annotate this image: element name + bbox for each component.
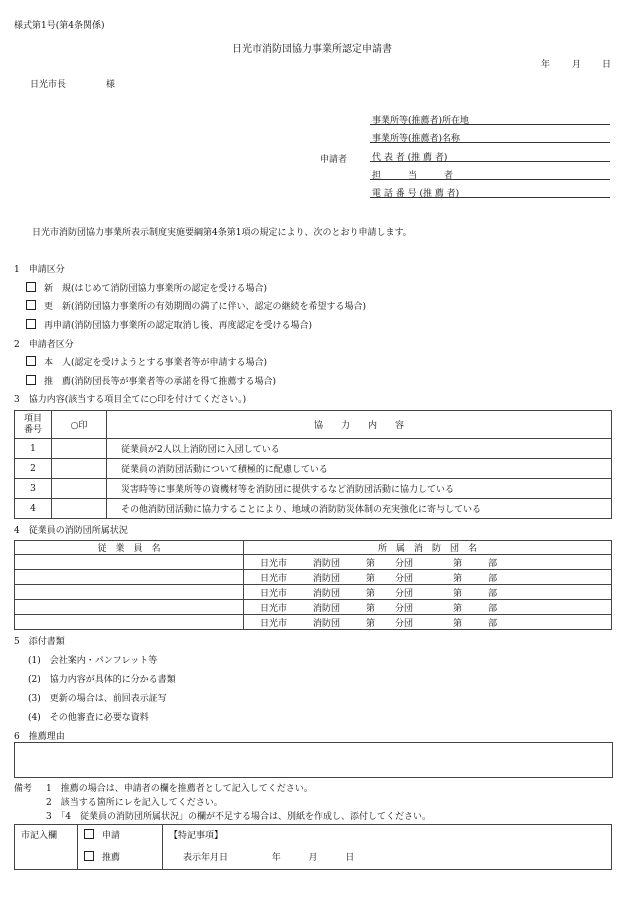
applicant-field-phone: 電 話 番 号 (推 薦 者) — [372, 189, 460, 199]
city-option-recommend[interactable] — [78, 844, 163, 870]
option-desc: (消防団協力事業所の認定取消し後、再度認定を受ける場合) — [71, 321, 313, 331]
page-title: 日光市消防団協力事業所認定申請書 — [232, 44, 392, 55]
row-content: 従業員の消防団活動について積極的に配慮している — [107, 459, 612, 479]
unit-part: 消防団 — [313, 588, 341, 599]
table-header — [15, 411, 612, 439]
addressee: 日光市長 — [30, 80, 67, 90]
applicant-contact-line[interactable] — [370, 179, 610, 180]
unit-part: 第 — [453, 573, 463, 584]
unit-part: 部 — [488, 603, 498, 614]
table-row — [15, 499, 612, 519]
display-month-label: 月 — [308, 852, 318, 863]
table-row — [15, 600, 612, 615]
unit-part: 分団 — [395, 558, 414, 569]
note-item: 2 該当する箇所にレを記入してください。 — [46, 798, 223, 808]
unit-part: 分団 — [395, 573, 414, 584]
attachment-item: (3) 更新の場合は、前回表示証写 — [28, 694, 167, 704]
city-option-apply[interactable] — [78, 825, 163, 844]
option-label: 新 規 — [44, 284, 72, 294]
unit-part: 日光市 — [260, 558, 288, 569]
unit-part: 第 — [366, 588, 376, 599]
note-item: 3 「4 従業員の消防団所属状況」の欄が不足する場合は、別紙を作成し、添付してください。 — [46, 812, 431, 822]
applicant-representative-line[interactable] — [370, 161, 610, 162]
unit-part: 日光市 — [260, 573, 288, 584]
recommendation-reason-box[interactable] — [14, 742, 613, 778]
employee-name-cell[interactable] — [15, 600, 244, 615]
unit-part: 第 — [453, 603, 463, 614]
intro-text: 日光市消防団協力事業所表示制度実施要綱第4条第1項の規定により、次のとおり申請します。 — [32, 228, 412, 238]
employee-name-cell[interactable] — [15, 585, 244, 600]
special-notes-label: 【特記事項】 — [163, 825, 612, 844]
display-date-row — [163, 844, 612, 870]
sec1-option-reapply[interactable] — [26, 318, 312, 331]
checkbox-icon[interactable] — [26, 356, 36, 366]
row-no: 1 — [15, 439, 52, 459]
unit-part: 消防団 — [313, 603, 341, 614]
row-no: 3 — [15, 479, 52, 499]
row-content: その他消防団活動に協力することにより、地域の消防防災体制の充実強化に寄与している — [107, 499, 612, 519]
table-row — [15, 615, 612, 630]
table-row — [15, 439, 612, 459]
option-label: 推薦 — [102, 852, 121, 863]
display-day-label: 日 — [345, 852, 355, 863]
date-day-label: 日 — [602, 60, 612, 70]
attachment-item: (1) 会社案内・パンフレット等 — [28, 656, 158, 666]
mark-cell[interactable] — [52, 479, 107, 499]
table-row — [15, 479, 612, 499]
city-use-table — [14, 824, 612, 870]
applicant-name-line[interactable] — [370, 142, 610, 143]
option-label: 再申請 — [44, 321, 72, 331]
unit-part: 部 — [488, 558, 498, 569]
col-content-header: 協 力 内 容 — [107, 411, 612, 439]
display-date-label: 表示年月日 — [183, 852, 229, 863]
sec1-option-renew[interactable] — [26, 299, 366, 312]
section-1-title: 1 申請区分 — [14, 265, 65, 275]
table-header — [15, 541, 612, 555]
unit-part: 部 — [488, 618, 498, 629]
employee-table — [14, 540, 612, 630]
date-year-label: 年 — [541, 60, 551, 70]
applicant-phone-line[interactable] — [370, 197, 610, 198]
section-2-title: 2 申請者区分 — [14, 340, 74, 350]
option-label: 更 新 — [44, 302, 72, 312]
employee-rows — [15, 555, 612, 630]
option-desc: (消防団協力事業所の有効期間の満了に伴い、認定の継続を希望する場合) — [71, 302, 367, 312]
addressee-honorific: 様 — [106, 80, 116, 90]
section-4-title: 4 従業員の消防団所属状況 — [14, 526, 128, 536]
display-year-label: 年 — [271, 852, 281, 863]
unit-part: 日光市 — [260, 618, 288, 629]
row-content: 災害時等に事業所等の資機材等を消防団に提供するなど消防団活動に協力している — [107, 479, 612, 499]
date-month-label: 月 — [572, 60, 582, 70]
notes-label: 備考 — [14, 784, 33, 794]
applicant-label: 申請者 — [320, 155, 348, 165]
unit-part: 第 — [453, 618, 463, 629]
unit-part: 消防団 — [313, 558, 341, 569]
sec1-option-new[interactable] — [26, 281, 267, 294]
unit-cell[interactable] — [244, 615, 612, 630]
option-label: 申請 — [102, 830, 121, 841]
col-unit-header: 所 属 消 防 団 名 — [244, 541, 612, 555]
applicant-field-representative: 代 表 者 (推 薦 者) — [372, 153, 448, 163]
option-desc: (認定を受けようとする事業者等が申請する場合) — [71, 358, 268, 368]
col-employee-header: 従 業 員 名 — [15, 541, 244, 555]
sec2-option-recommend[interactable] — [26, 374, 276, 387]
employee-name-cell[interactable] — [15, 555, 244, 570]
unit-part: 第 — [453, 558, 463, 569]
employee-name-cell[interactable] — [15, 615, 244, 630]
applicant-address-line[interactable] — [370, 124, 610, 125]
unit-part: 部 — [488, 588, 498, 599]
unit-cell[interactable] — [244, 570, 612, 585]
unit-part: 第 — [366, 603, 376, 614]
unit-part: 消防団 — [313, 618, 341, 629]
unit-part: 日光市 — [260, 603, 288, 614]
section-3-title: 3 協力内容(該当する項目全てに○印を付けてください。) — [14, 395, 247, 405]
row-no: 2 — [15, 459, 52, 479]
unit-part: 分団 — [395, 588, 414, 599]
form-number: 様式第1号(第4条関係) — [14, 21, 105, 31]
sec2-option-self[interactable] — [26, 355, 267, 368]
applicant-field-contact: 担 当 者 — [372, 171, 454, 181]
unit-part: 部 — [488, 573, 498, 584]
checkbox-icon[interactable] — [26, 375, 36, 385]
attachment-item: (4) その他審査に必要な資料 — [28, 713, 149, 723]
applicant-field-address: 事業所等(推薦者)所在地 — [372, 116, 470, 126]
mark-cell[interactable] — [52, 459, 107, 479]
mark-cell[interactable] — [52, 439, 107, 459]
checkbox-icon[interactable] — [26, 300, 36, 310]
unit-part: 日光市 — [260, 588, 288, 599]
section-5-title: 5 添付書類 — [14, 637, 65, 647]
option-desc: (はじめて消防団協力事業所の認定を受ける場合) — [71, 284, 268, 294]
checkbox-icon[interactable] — [84, 851, 94, 861]
unit-cell[interactable] — [244, 585, 612, 600]
mark-cell[interactable] — [52, 499, 107, 519]
employee-name-cell[interactable] — [15, 570, 244, 585]
row-content: 従業員が2人以上消防団に入団している — [107, 439, 612, 459]
section-6-title: 6 推薦理由 — [14, 732, 65, 742]
unit-part: 第 — [366, 618, 376, 629]
applicant-field-name: 事業所等(推薦者)名称 — [372, 134, 461, 144]
attachment-item: (2) 協力内容が具体的に分かる書類 — [28, 675, 176, 685]
table-row — [15, 585, 612, 600]
unit-part: 分団 — [395, 603, 414, 614]
note-item: 1 推薦の場合は、申請者の欄を推薦者として記入してください。 — [46, 784, 313, 794]
table-row — [15, 555, 612, 570]
table-row — [15, 459, 612, 479]
unit-part: 消防団 — [313, 573, 341, 584]
checkbox-icon[interactable] — [84, 829, 94, 839]
unit-cell[interactable] — [244, 555, 612, 570]
unit-part: 第 — [453, 588, 463, 599]
unit-part: 第 — [366, 558, 376, 569]
city-use-label: 市記入欄 — [15, 825, 78, 870]
option-label: 本 人 — [44, 358, 72, 368]
unit-part: 分団 — [395, 618, 414, 629]
col-no-header: 項目番号 — [15, 411, 52, 439]
col-mark-header: ○印 — [52, 411, 107, 439]
unit-cell[interactable] — [244, 600, 612, 615]
cooperation-table — [14, 410, 612, 519]
table-row — [15, 570, 612, 585]
checkbox-icon[interactable] — [26, 282, 36, 292]
option-label: 推 薦 — [44, 377, 72, 387]
row-no: 4 — [15, 499, 52, 519]
checkbox-icon[interactable] — [26, 319, 36, 329]
option-desc: (消防団長等が事業者等の承諾を得て推薦する場合) — [71, 377, 277, 387]
unit-part: 第 — [366, 573, 376, 584]
